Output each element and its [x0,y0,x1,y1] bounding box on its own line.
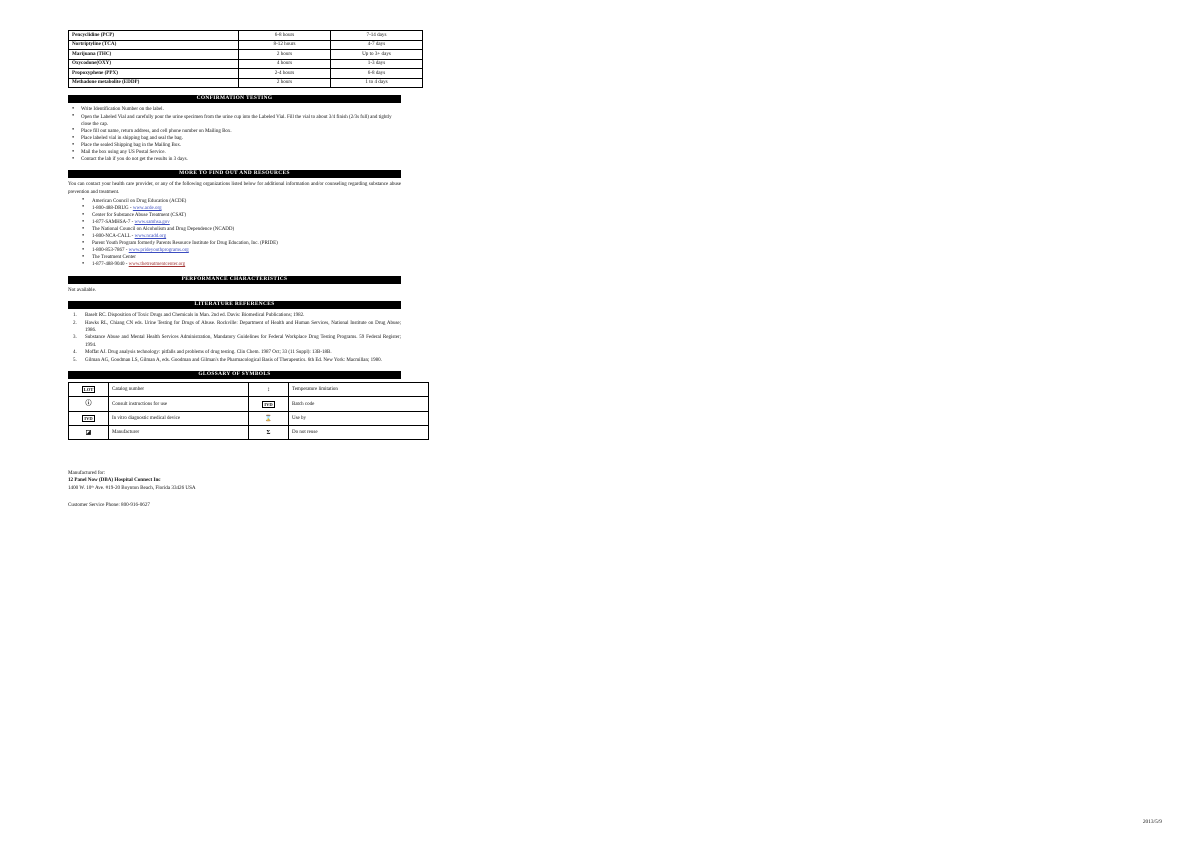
list-item: ● Write Identification Number on the label. [68,106,401,113]
list-item: ● Open the Labeled Vial and carefully pour the urine specimen from the urine cup into the Labeled Vial. Fill the vial to about 3/4 finish (2/3s full) and tightly close the cap. [68,114,401,128]
document-date: 2013/5/9 [1142,819,1162,825]
resource-detail-row [68,233,401,240]
resource-detail-row [68,219,401,226]
temperature-limit-icon-glyph: ↕ [267,386,270,393]
resource-phone: 1-877-488-9040 - [92,262,129,268]
list-item: Substance Abuse and Mental Health Services Administration, Mandatory Guidelines for Federal Workplace Drug Testing Programs. 59 Federal Register; 1994. [85,335,401,348]
list-item [68,212,401,219]
use-by-icon [249,411,289,425]
drug-name: Propoxyphene (PPX) [69,69,239,79]
table-row [69,59,423,69]
list-item: ● Contact the lab if you do not get the results in 3 days. [68,156,401,163]
temperature-limit-icon [249,383,289,397]
resource-name: Parent Youth Program formerly Parents Resource Institute for Drug Education, Inc. (PRIDE) [92,241,278,247]
drug-name: Marijuana (THC) [69,50,239,60]
detection-window: 7-14 days [331,31,423,41]
onset-time: 2-4 hours [239,69,331,79]
list-item: Moffat AJ. Drug analysis technology: pitfalls and problems of drug testing. Clin Chem. 1987 Oct; 33 (11 Suppl): 13B-18B. [85,350,332,356]
table-row [69,383,429,397]
list-item: ● Place the sealed Shipping bag in the Mailing Box. [68,142,401,149]
resource-link[interactable]: www.prideyouthprograms.org [128,248,189,254]
section-header-more-resources: MORE TO FIND OUT AND RESOURCES [68,170,401,178]
performance-body: Not available. [68,287,97,293]
resource-name: The Treatment Center [92,255,136,261]
do-not-reuse-icon-glyph: Σ [266,429,271,436]
section-header-performance: PERFORMANCE CHARACTERISTICS [68,276,401,284]
detection-window: 4-7 days [331,40,423,50]
use-by-icon-glyph: ⌛ [264,415,273,422]
glossary-text: Do not reuse [289,426,429,439]
lot-icon [69,383,109,397]
glossary-text: Batch code [289,397,429,411]
batch-code-icon-label: IVD [264,401,273,407]
manufacturer-block [68,470,401,493]
section-header-glossary: GLOSSARY OF SYMBOLS [68,371,401,379]
ivd-icon [69,411,109,425]
table-row [69,50,423,60]
glossary-text: Use by [289,411,429,425]
resource-detail-row [68,261,401,268]
table-row [69,78,423,88]
consult-instructions-icon [69,397,109,411]
resource-link[interactable]: www.acde.org [132,205,162,211]
do-not-reuse-icon [249,426,289,439]
table-row [69,411,429,425]
company-name: 12 Panel Now (DBA) Hospital Connect Inc [68,477,161,484]
onset-time: 4 hours [239,59,331,69]
glossary-text: Consult instructions for use [109,397,249,411]
detection-window: 1 to 4 days [331,78,423,88]
list-item: ● Place fill out name, return address, and cell phone number on Mailing Box. [68,128,401,135]
table-row [69,40,423,50]
detection-window: 6-8 days [331,69,423,79]
resource-link[interactable]: www.ncadd.org [134,234,167,240]
detection-window: 1-3 days [331,59,423,69]
manufactured-for-label: Manufactured for: [68,469,106,476]
section-header-literature: LITERATURE REFERENCES [68,301,401,309]
resources-intro: You can contact your health care provider, or any of the following organizations listed below for additional information and/or counseling regarding substance abuse prevention and treatment. [68,182,401,195]
drug-name: Nortriptyline (TCA) [69,40,239,50]
resource-link[interactable]: www.thetreatmentcenter.org [128,262,186,268]
onset-time: 2 hours [239,78,331,88]
list-item [68,226,401,233]
ivd-icon-label: IVD [84,416,93,422]
batch-code-icon [249,397,289,411]
consult-instructions-icon-glyph: ⓘ [85,401,92,408]
resource-name: Center for Substance Abuse Treatment (CSAT) [92,212,187,218]
list-item [68,240,401,247]
list-item [68,254,401,261]
list-item: Hawks RL, Chiang CN eds. Urine Testing for Drugs of Abuse. Rockville: Department of Health and Human Services, National Institute on Drug Abuse; 1986. [85,320,401,333]
detection-window: Up to 3+ days [331,50,423,60]
glossary-table [68,382,429,440]
confirmation-testing-list [68,106,401,163]
section-header-confirmation-testing: CONFIRMATION TESTING [68,95,401,103]
list-item: Baselt RC. Disposition of Toxic Drugs and Chemicals in Man. 2nd ed. Davis: Biomedical Publications; 1982. [85,313,305,319]
resources-list [68,198,401,269]
list-item: ● Mail the box using any US Postal Service. [68,149,401,156]
resource-detail-row [68,205,401,212]
lot-icon-label: LOT [83,387,94,393]
resource-name: The National Council on Alcoholism and Drug Dependence (NCADD) [92,227,235,232]
resource-phone: 1-877-SAMHSA-7 - [92,219,135,225]
list-item [68,198,401,205]
document-body [68,30,401,509]
glossary-text: Catalog number [109,383,249,397]
manufacturer-icon-glyph: ◪ [85,429,92,436]
table-row [69,69,423,79]
glossary-text: Temperature limitation [289,383,429,397]
customer-service-line: Customer Service Phone: 800-916-0627 [68,501,150,508]
list-item: ● Place labeled vial in shipping bag and seal the bag. [68,135,401,142]
resource-name: American Council on Drug Education (ACDE) [92,198,187,204]
drug-name: Oxycodone(OXY) [69,59,239,69]
list-item: Gilman AG, Goodman LS, Gilman A, eds. Goodman and Gilman's the Pharmacological Basis of Therapeutics. 6th Ed. New York: Macmillan; 1980. [85,357,382,363]
resource-phone: 1-800-NCA-CALL - [92,234,135,240]
table-row [69,426,429,439]
drug-detection-table [68,30,423,88]
company-address: 1400 W. 10ᵗʰ Ave. #19-20 Boynton Beach, Florida 33426 USA [68,484,196,491]
drug-name: Pencyclidine (PCP) [69,31,239,41]
literature-reference-list [68,312,401,364]
onset-time: 2 hours [239,50,331,60]
onset-time: 8-12 hours [239,40,331,50]
resource-phone: 1-800-488-DRUG - [92,205,133,211]
resource-link[interactable]: www.samhsa.gov [134,219,170,225]
table-row [69,397,429,411]
glossary-text: Manufacturer [109,426,249,439]
glossary-text: In vitro diagnostic medical device [109,411,249,425]
drug-name: Methadone metabolite (EDDP) [69,78,239,88]
resource-phone: 1-800-853-7867 - [92,248,129,254]
manufacturer-icon [69,426,109,439]
table-row [69,31,423,41]
onset-time: 6-8 hours [239,31,331,41]
resource-detail-row [68,247,401,254]
